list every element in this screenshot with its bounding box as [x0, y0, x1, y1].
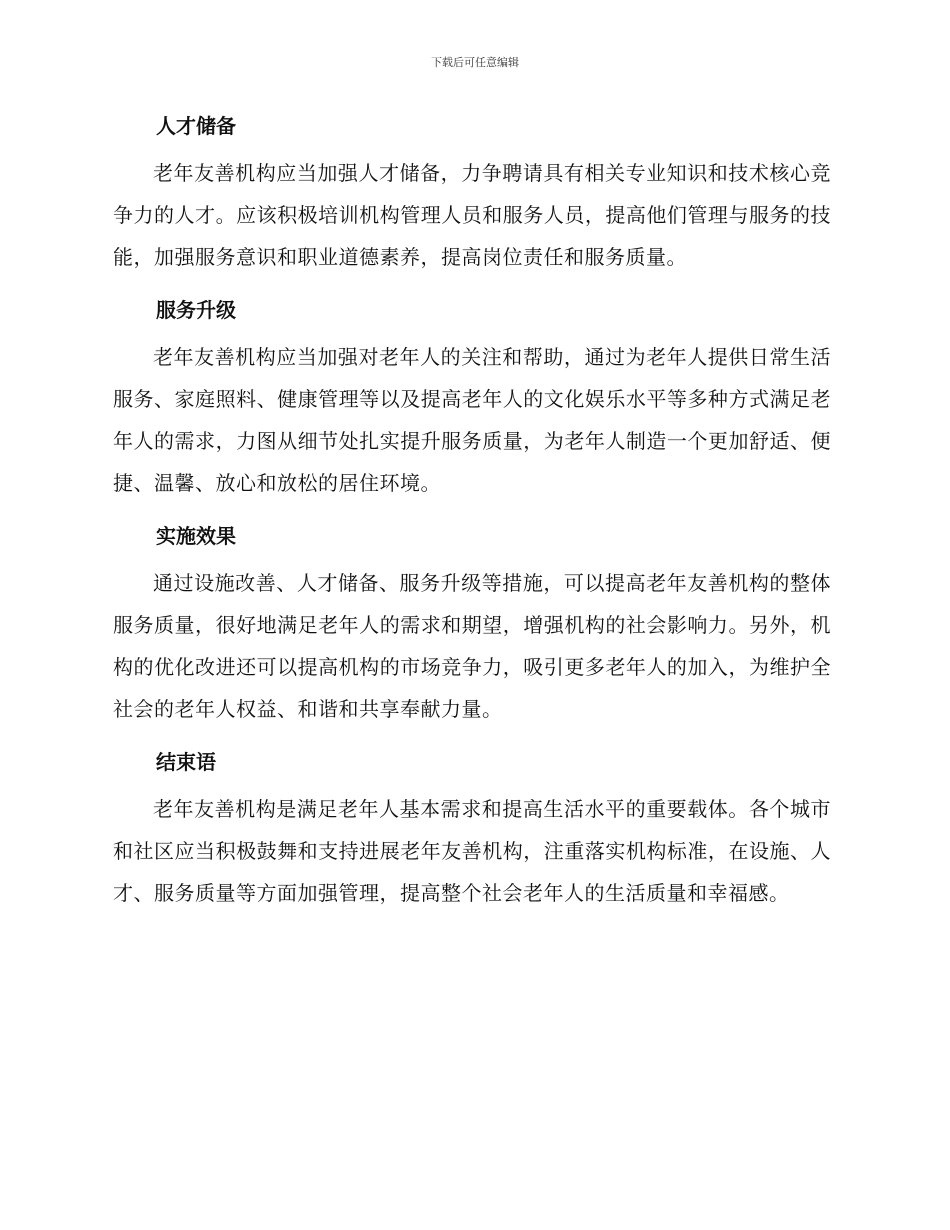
section-heading: 实施效果 [156, 524, 236, 548]
section-heading: 服务升级 [156, 298, 236, 322]
section-paragraph: 老年友善机构应当加强对老年人的关注和帮助，通过为老年人提供日常生活服务、家庭照料、健康管理等以及提高老年人的文化娱乐水平等多种方式满足老年人的需求，力图从细节处扎实提升服务质量，为老年人制造一个更加舒适、便捷、温馨、放心和放松的居住环境。 [113, 345, 831, 495]
page-header: 下载后可任意编辑 [431, 56, 519, 69]
section-paragraph: 通过设施改善、人才储备、服务升级等措施，可以提高老年友善机构的整体服务质量，很好地满足老年人的需求和期望，增强机构的社会影响力。另外，机构的优化改进还可以提高机构的市场竞争力，吸引更多老年人的加入，为维护全社会的老年人权益、和谐和共享奉献力量。 [113, 571, 831, 721]
section-implementation-effect [113, 516, 831, 730]
section-conclusion [113, 742, 831, 914]
section-paragraph: 老年友善机构应当加强人才储备，力争聘请具有相关专业知识和技术核心竞争力的人才。应该积极培训机构管理人员和服务人员，提高他们管理与服务的技能，加强服务意识和职业道德素养，提高岗位责任和服务质量。 [113, 161, 831, 269]
section-heading: 结束语 [156, 750, 216, 774]
section-service-upgrade [113, 290, 831, 504]
document-content [113, 106, 831, 926]
section-talent-reserve [113, 106, 831, 278]
section-heading: 人才储备 [156, 114, 236, 138]
section-paragraph: 老年友善机构是满足老年人基本需求和提高生活水平的重要载体。各个城市和社区应当积极鼓舞和支持进展老年友善机构，注重落实机构标准，在设施、人才、服务质量等方面加强管理，提高整个社会老年人的生活质量和幸福感。 [113, 797, 831, 905]
